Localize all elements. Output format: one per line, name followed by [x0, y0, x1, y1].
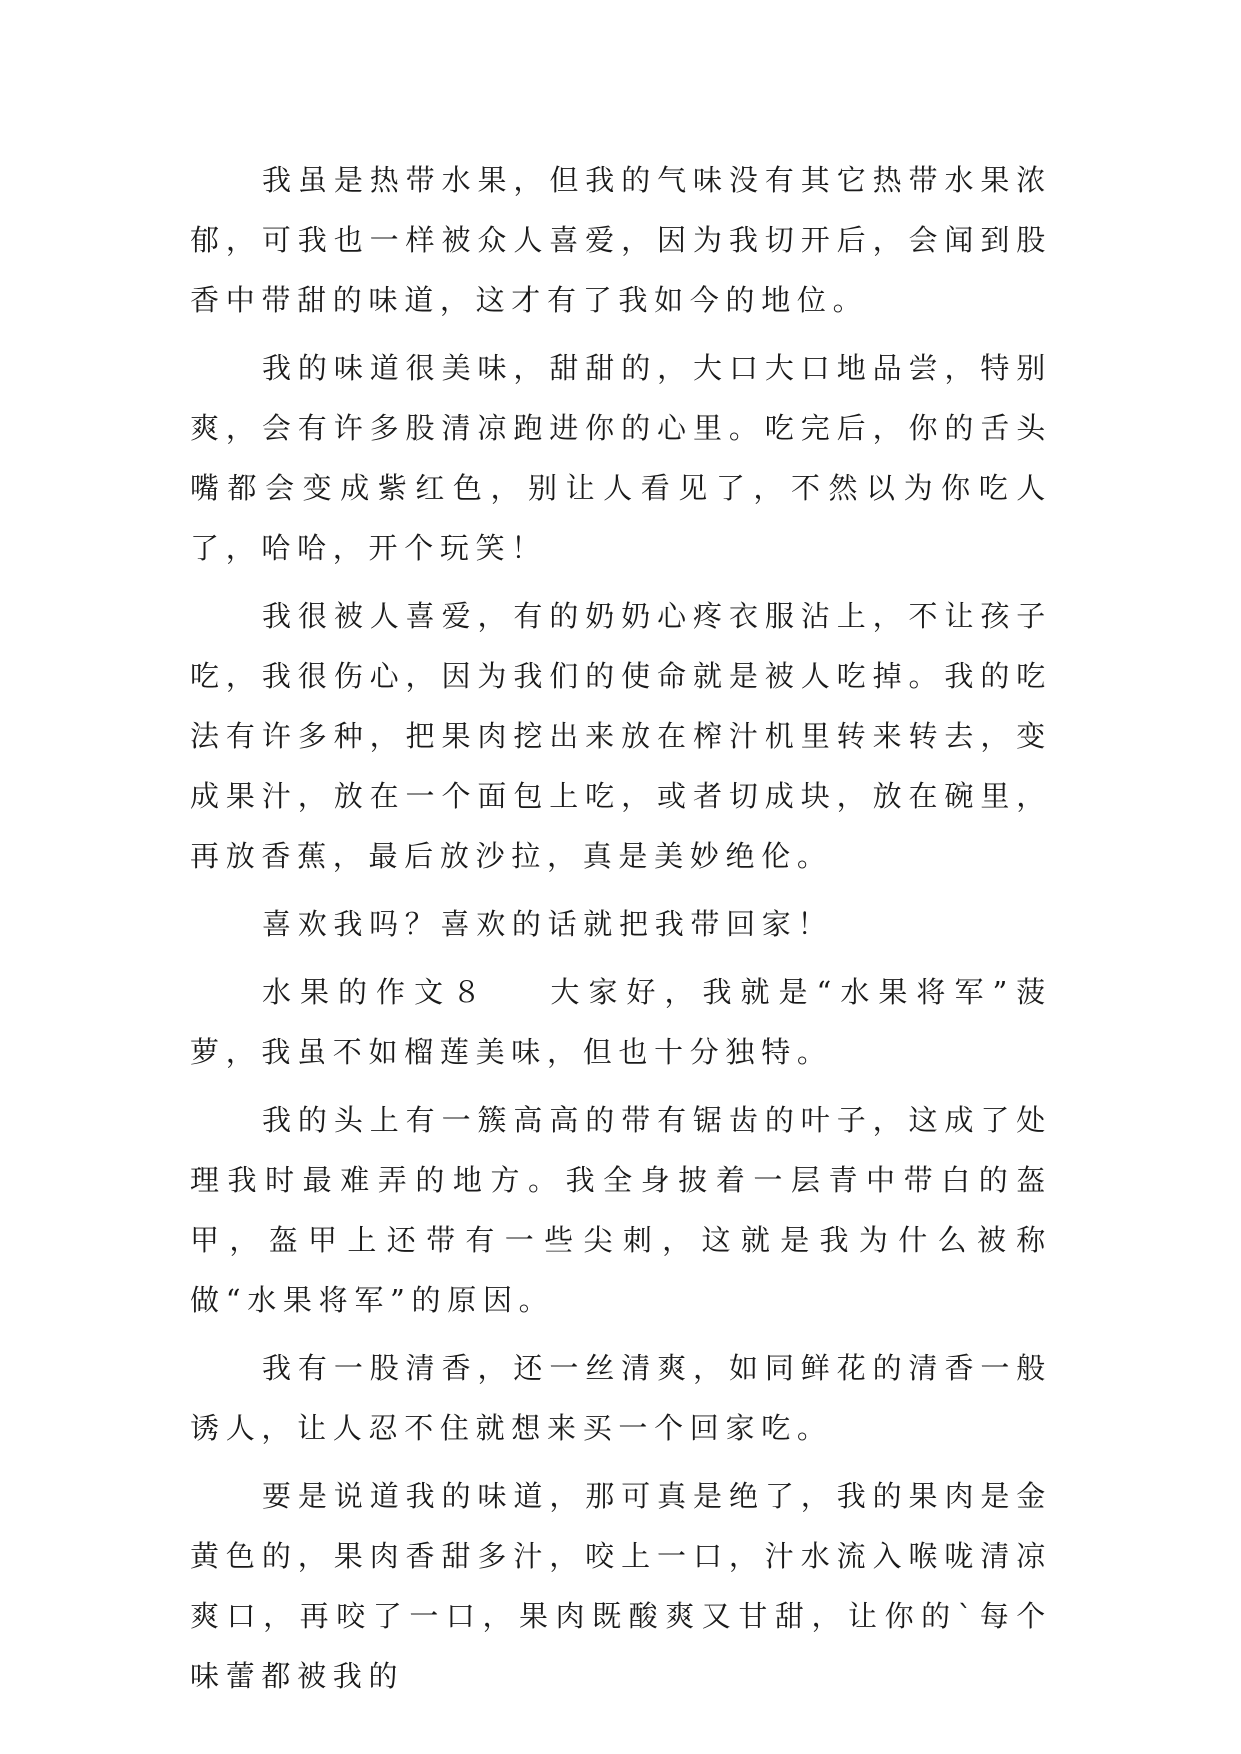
paragraph-1: 我虽是热带水果，但我的气味没有其它热带水果浓郁，可我也一样被众人喜爱，因为我切开后，会闻到股香中带甜的味道，这才有了我如今的地位。 [190, 163, 1052, 317]
document-page [190, 150, 1052, 1706]
paragraph-4: 喜欢我吗？喜欢的话就把我带回家！ [262, 907, 834, 941]
paragraph-6: 我的头上有一簇高高的带有锯齿的叶子，这成了处理我时最难弄的地方。我全身披着一层青中带白的盔甲，盔甲上还带有一些尖刺，这就是我为什么被称做“水果将军”的原因。 [190, 1103, 1052, 1317]
section-title: 水果的作文８ [262, 975, 491, 1009]
section-intro-text: 大家好，我就是“水果将军”菠萝，我虽不如榴莲美味，但也十分独特。 [190, 975, 1053, 1069]
paragraph-8: 要是说道我的味道，那可真是绝了，我的果肉是金黄色的，果肉香甜多汁，咬上一口，汁水流入喉咙清凉爽口，再咬了一口，果肉既酸爽又甘甜，让你的`每个味蕾都被我的 [190, 1479, 1052, 1693]
paragraph-2: 我的味道很美味，甜甜的，大口大口地品尝，特别爽，会有许多股清凉跑进你的心里。吃完后，你的舌头嘴都会变成紫红色，别让人看见了，不然以为你吃人了，哈哈，开个玩笑！ [190, 351, 1052, 565]
section-paragraph [190, 962, 1052, 1082]
paragraph-7: 我有一股清香，还一丝清爽，如同鲜花的清香一般诱人，让人忍不住就想来买一个回家吃。 [190, 1351, 1052, 1445]
paragraph-3: 我很被人喜爱，有的奶奶心疼衣服沾上，不让孩子吃，我很伤心，因为我们的使命就是被人吃掉。我的吃法有许多种，把果肉挖出来放在榨汁机里转来转去，变成果汁，放在一个面包上吃，或者切成块，放在碗里，再放香蕉，最后放沙拉，真是美妙绝伦。 [190, 599, 1052, 873]
